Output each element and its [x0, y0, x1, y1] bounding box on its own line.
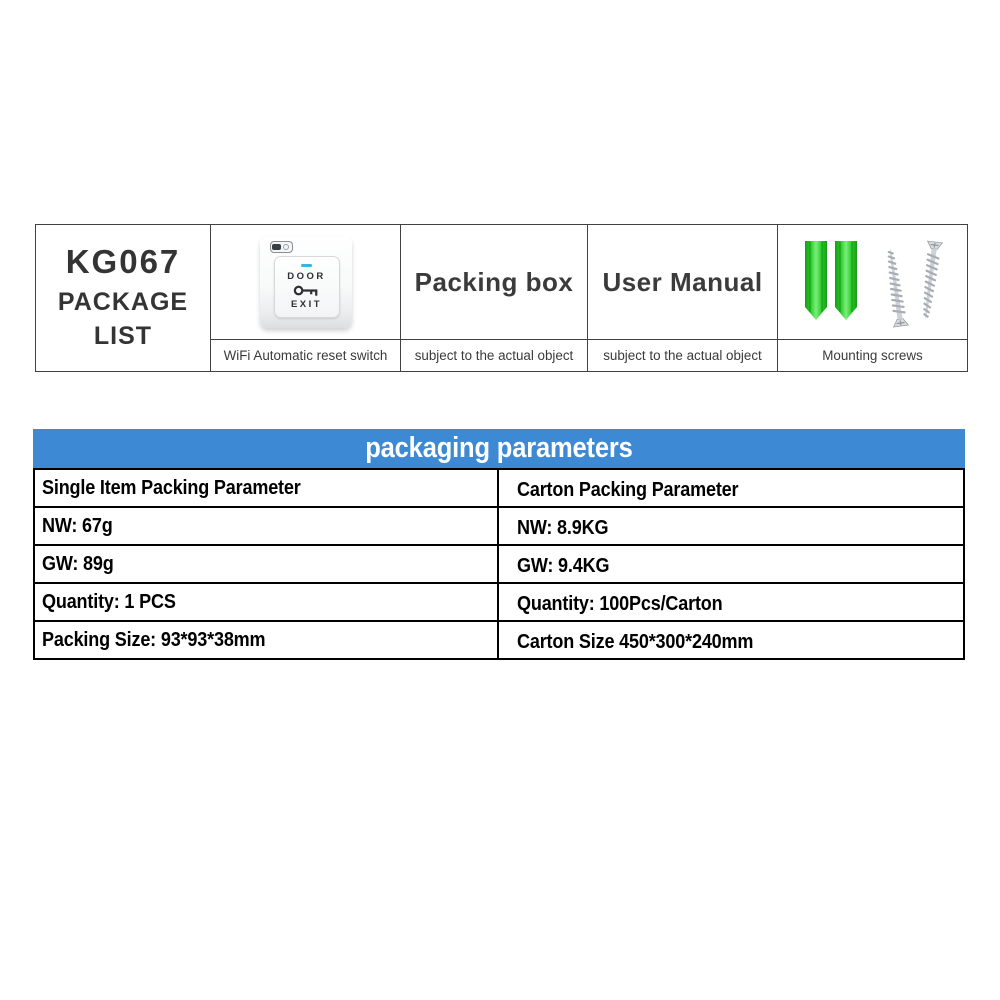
carton-size-cell — [499, 622, 963, 658]
carton-header-cell — [499, 470, 963, 506]
key-icon — [293, 284, 321, 298]
table-row — [35, 508, 963, 546]
table-row — [35, 546, 963, 584]
single-size-cell — [35, 622, 499, 658]
wall-anchor-icon — [805, 241, 827, 320]
packaging-parameters-table — [33, 429, 965, 660]
caption-mounting-screws: Mounting screws — [777, 339, 967, 371]
switch-door-label: DOOR — [287, 271, 326, 282]
single-quantity-text: Quantity: 1 PCS — [42, 590, 176, 613]
led-indicator — [301, 264, 312, 267]
single-size-text: Packing Size: 93*93*38mm — [42, 628, 266, 651]
model-number: KG067 — [65, 243, 181, 280]
wall-anchor-icon — [835, 241, 857, 320]
carton-quantity-cell — [499, 584, 963, 620]
packing-box-cell — [400, 225, 587, 339]
carton-gw-text: GW: 9.4KG — [517, 554, 610, 577]
packaging-parameters-header — [33, 429, 965, 468]
table-row — [35, 622, 963, 658]
wifi-badge-light-segment — [283, 244, 289, 250]
carton-size-text: Carton Size 450*300*240mm — [517, 630, 754, 653]
mounting-screws-image — [797, 236, 949, 328]
single-gw-text: GW: 89g — [42, 552, 114, 575]
single-gw-cell — [35, 546, 499, 582]
screw-icon — [882, 247, 908, 327]
wifi-badge-icon — [270, 241, 293, 253]
user-manual-cell — [587, 225, 777, 339]
carton-header-text: Carton Packing Parameter — [517, 478, 739, 501]
packing-box-label: Packing box — [414, 266, 574, 297]
switch-exit-label: EXIT — [290, 299, 323, 310]
single-item-header-cell — [35, 470, 499, 506]
package-list-title-cell — [36, 225, 210, 371]
table-row — [35, 584, 963, 622]
single-nw-text: NW: 67g — [42, 514, 113, 537]
carton-nw-text: NW: 8.9KG — [517, 516, 609, 539]
packaging-parameters-body — [33, 468, 965, 660]
user-manual-label: User Manual — [602, 266, 763, 297]
carton-quantity-text: Quantity: 100Pcs/Carton — [517, 592, 723, 615]
wifi-switch-image-cell — [210, 225, 400, 339]
mounting-screws-image-cell — [777, 225, 967, 339]
package-list-label: PACKAGE LIST — [57, 288, 189, 350]
single-item-header-text: Single Item Packing Parameter — [42, 476, 301, 499]
caption-packing-box: subject to the actual object — [400, 339, 587, 371]
caption-wifi-switch: WiFi Automatic reset switch — [210, 339, 400, 371]
carton-nw-cell — [499, 508, 963, 544]
package-list-table — [35, 224, 968, 372]
exit-button-face — [274, 256, 340, 318]
screw-icon — [917, 241, 942, 321]
wifi-badge-dark-segment — [272, 244, 281, 250]
wifi-switch-image — [260, 236, 352, 328]
caption-user-manual: subject to the actual object — [587, 339, 777, 371]
carton-gw-cell — [499, 546, 963, 582]
single-quantity-cell — [35, 584, 499, 620]
single-nw-cell — [35, 508, 499, 544]
table-row — [35, 470, 963, 508]
packaging-parameters-title: packaging parameters — [365, 432, 633, 464]
